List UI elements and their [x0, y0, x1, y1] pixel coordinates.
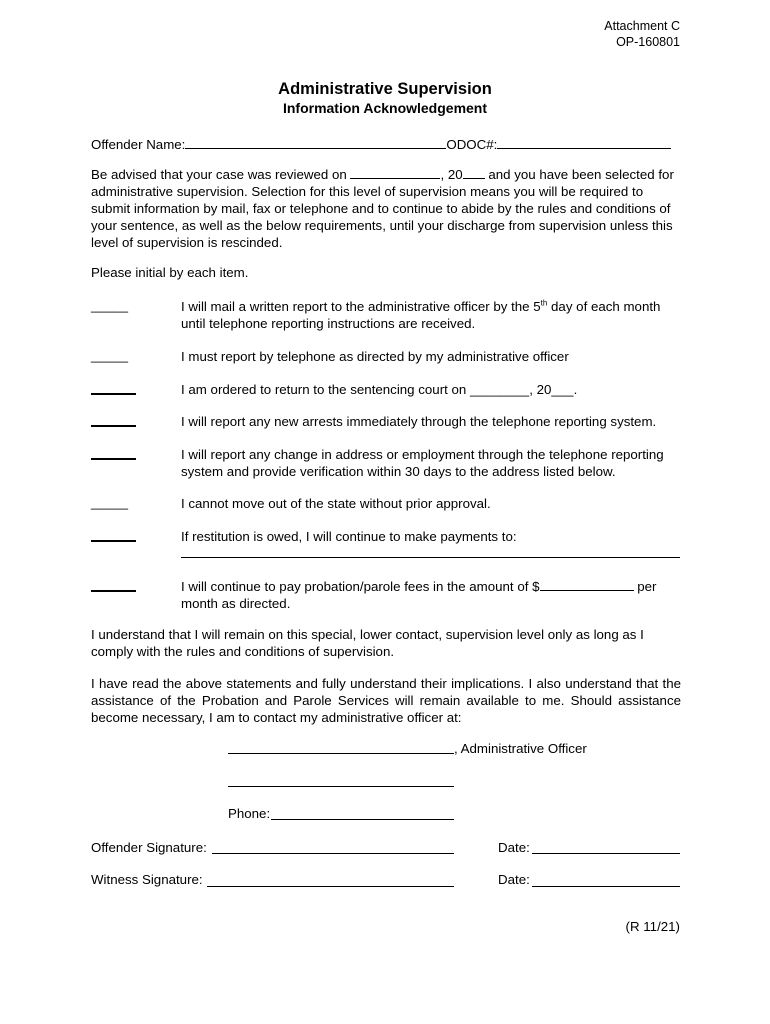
form-title: Administrative Supervision [278, 80, 492, 98]
attachment-label: Attachment C [604, 19, 680, 33]
item-1-text-a: I will mail a written report to the administrative officer by the 5 [181, 299, 541, 314]
form-number: OP-160801 [616, 35, 680, 49]
item-8-text-b: per month as directed. [181, 579, 657, 611]
administrative-officer-label: , Administrative Officer [454, 741, 587, 756]
item-3-text-a: I am ordered to return to the sentencing court on [181, 382, 471, 397]
attachment-header [604, 18, 680, 50]
item-3-text-c: . [573, 382, 578, 397]
offender-signature-field[interactable] [212, 853, 454, 854]
phone-field[interactable] [271, 819, 454, 820]
understand-paragraph-2: I have read the above statements and fully understand their implications. I also understand that the assistance of the Probation and Parole Services will remain available to me. Should assistance become necessary, I am to contact my administrative officer at: [91, 676, 681, 725]
odoc-field[interactable] [497, 136, 671, 149]
item-1-text-b: day of each month until telephone reporting instructions are received. [181, 299, 661, 331]
item-1-superscript: th [540, 298, 548, 308]
witness-signature-label: Witness Signature: [91, 872, 203, 887]
review-year-field[interactable] [463, 166, 485, 179]
review-date-field[interactable] [350, 166, 440, 179]
intro-text-3: and you have been selected for administrative supervision. Selection for this level of supervision means you will be required to submit information by mail, fax or telephone and to continue to abide by the rules and conditions of your sentence, as well as the below requirements, until your discharge from supervision unless this level of supervision is rescinded. [91, 167, 674, 250]
intro-paragraph [91, 166, 681, 251]
item-sentencing-court [181, 381, 681, 398]
initial-field-8[interactable] [91, 578, 136, 595]
officer-address-field[interactable] [228, 786, 454, 787]
form-subtitle: Information Acknowledgement [282, 100, 488, 116]
restitution-payee-field[interactable] [181, 557, 680, 558]
witness-signature-field[interactable] [207, 886, 454, 887]
initial-instruction: Please initial by each item. [91, 265, 249, 280]
offender-name-field[interactable] [185, 136, 446, 149]
witness-date-field[interactable] [532, 886, 680, 887]
initial-line-4[interactable] [91, 413, 136, 427]
fee-amount-field[interactable] [540, 578, 634, 591]
odoc-label: ODOC#: [446, 137, 498, 152]
initial-field-2[interactable]: _____ [91, 348, 128, 363]
item-telephone-report: I must report by telephone as directed by my administrative officer [181, 349, 569, 364]
offender-date-label: Date: [498, 840, 530, 855]
item-address-change: I will report any change in address or employment through the telephone reporting system and provide verification within 30 days to the address listed below. [181, 447, 664, 479]
initial-field-6[interactable]: _____ [91, 495, 128, 510]
understand-paragraph-1: I understand that I will remain on this special, lower contact, supervision level only as long as I comply with the rules and conditions of supervision. [91, 627, 644, 659]
revision-code: (R 11/21) [625, 919, 680, 934]
officer-name-field[interactable] [228, 753, 454, 754]
phone-label: Phone: [228, 806, 271, 821]
offender-name-label: Offender Name: [91, 137, 186, 152]
item-3-text-b: , 20 [529, 382, 552, 397]
initial-field-4[interactable] [91, 413, 136, 430]
intro-text-2: , 20 [440, 167, 463, 182]
court-date-field[interactable]: ________ [470, 382, 530, 397]
item-mail-report [181, 298, 681, 332]
offender-signature-label: Offender Signature: [91, 840, 207, 855]
item-fees [181, 578, 681, 612]
initial-line-3[interactable] [91, 381, 136, 395]
item-move-state: I cannot move out of the state without prior approval. [181, 496, 491, 511]
offender-date-field[interactable] [532, 853, 680, 854]
initial-line-8[interactable] [91, 578, 136, 592]
intro-text-1: Be advised that your case was reviewed on [91, 167, 351, 182]
item-new-arrests: I will report any new arrests immediately through the telephone reporting system. [181, 414, 657, 429]
item-restitution: If restitution is owed, I will continue to make payments to: [181, 529, 517, 544]
initial-line-5[interactable] [91, 446, 136, 460]
initial-field-1[interactable]: _____ [91, 298, 128, 313]
witness-date-label: Date: [498, 872, 530, 887]
initial-line-7[interactable] [91, 528, 136, 542]
court-year-field[interactable]: ___ [551, 382, 574, 397]
item-8-text-a: I will continue to pay probation/parole fees in the amount of $ [181, 579, 540, 594]
initial-field-3[interactable] [91, 381, 136, 398]
initial-field-5[interactable] [91, 446, 136, 463]
offender-name-row [91, 136, 671, 152]
initial-field-7[interactable] [91, 528, 136, 545]
